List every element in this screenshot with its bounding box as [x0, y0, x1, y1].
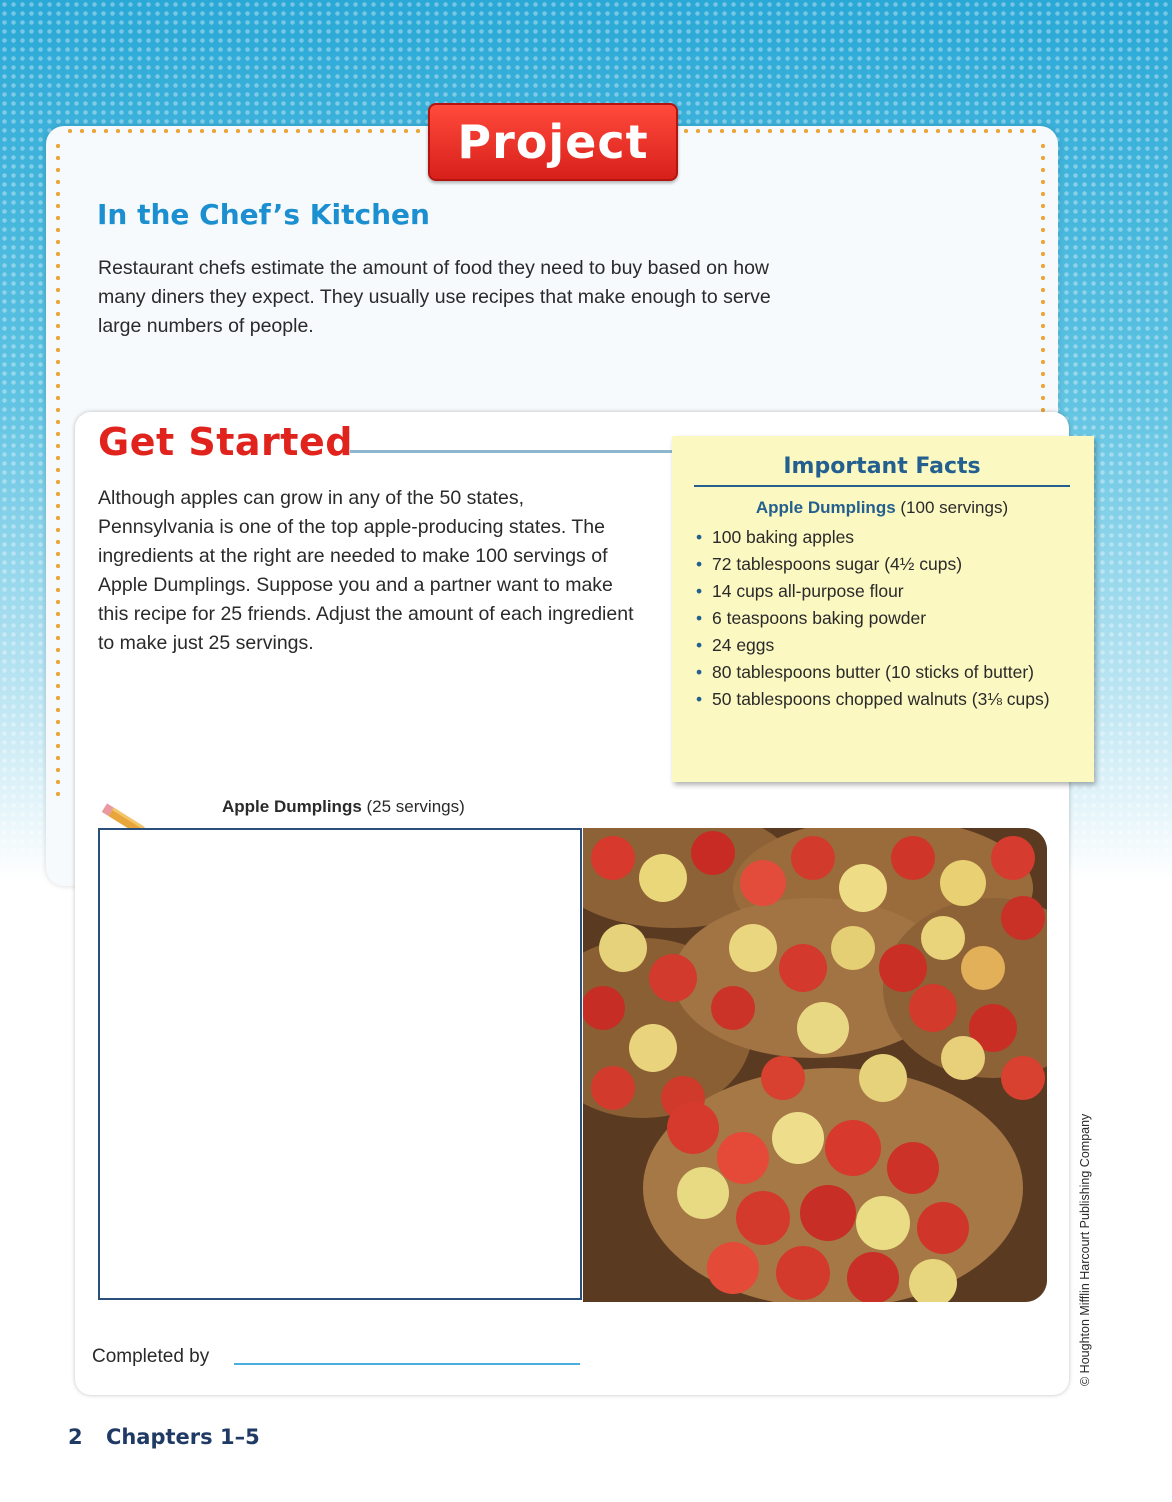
ingredient-item: • 50 tablespoons chopped walnuts (3⅛ cups)	[694, 686, 1070, 713]
answer-writing-area[interactable]	[98, 828, 582, 1300]
chapters-label: Chapters 1–5	[105, 1425, 260, 1449]
facts-title: Important Facts	[694, 454, 1070, 487]
project-banner-label: Project	[457, 115, 649, 169]
dotted-border-top-right	[680, 128, 1042, 134]
get-started-paragraph: Although apples can grow in any of the 50 states, Pennsylvania is one of the top apple-producing states. The ingredients at the right are needed to make 100 servings of Apple Dumplings. Suppose you and a partner want to make this recipe for 25 friends. Adjust the amount of each ingredient to make just 25 servings.	[98, 487, 634, 654]
section-title-get-started: Get Started	[98, 420, 353, 464]
worksheet-recipe-name: Apple Dumplings	[222, 797, 362, 816]
copyright-notice: © Houghton Mifflin Harcourt Publishing Company	[1078, 1113, 1092, 1386]
ingredient-item: • 24 eggs	[694, 632, 1070, 659]
completed-by-label: Completed by	[92, 1346, 210, 1367]
ingredient-item: • 80 tablespoons butter (10 sticks of butter)	[694, 659, 1070, 686]
facts-recipe-servings: (100 servings)	[900, 498, 1009, 517]
page-number: 2	[68, 1425, 83, 1449]
page-footer	[68, 1425, 260, 1449]
completed-by-field[interactable]	[234, 1363, 580, 1365]
ingredient-item: • 14 cups all-purpose flour	[694, 578, 1070, 605]
worksheet-servings: (25 servings)	[366, 797, 465, 816]
dotted-border-left	[55, 140, 61, 800]
section-title-chefs-kitchen: In the Chef’s Kitchen	[97, 198, 430, 231]
apple-baskets-illustration	[583, 828, 1047, 1302]
facts-recipe-heading	[694, 498, 1070, 518]
worksheet-caption	[222, 797, 465, 817]
important-facts-box	[672, 436, 1094, 782]
dotted-border-right	[1040, 140, 1046, 440]
apple-baskets-photo	[583, 828, 1047, 1302]
tab-divider	[350, 450, 680, 453]
ingredient-list	[694, 524, 1070, 713]
ingredient-item: • 6 teaspoons baking powder	[694, 605, 1070, 632]
intro-paragraph: Restaurant chefs estimate the amount of food they need to buy based on how many diners they expect. They usually use recipes that make enough to serve large numbers of people.	[98, 257, 771, 337]
facts-recipe-name: Apple Dumplings	[755, 498, 896, 517]
project-banner	[428, 103, 678, 181]
ingredient-item: • 100 baking apples	[694, 524, 1070, 551]
ingredient-item: • 72 tablespoons sugar (4½ cups)	[694, 551, 1070, 578]
dotted-border-top-left	[64, 128, 424, 134]
